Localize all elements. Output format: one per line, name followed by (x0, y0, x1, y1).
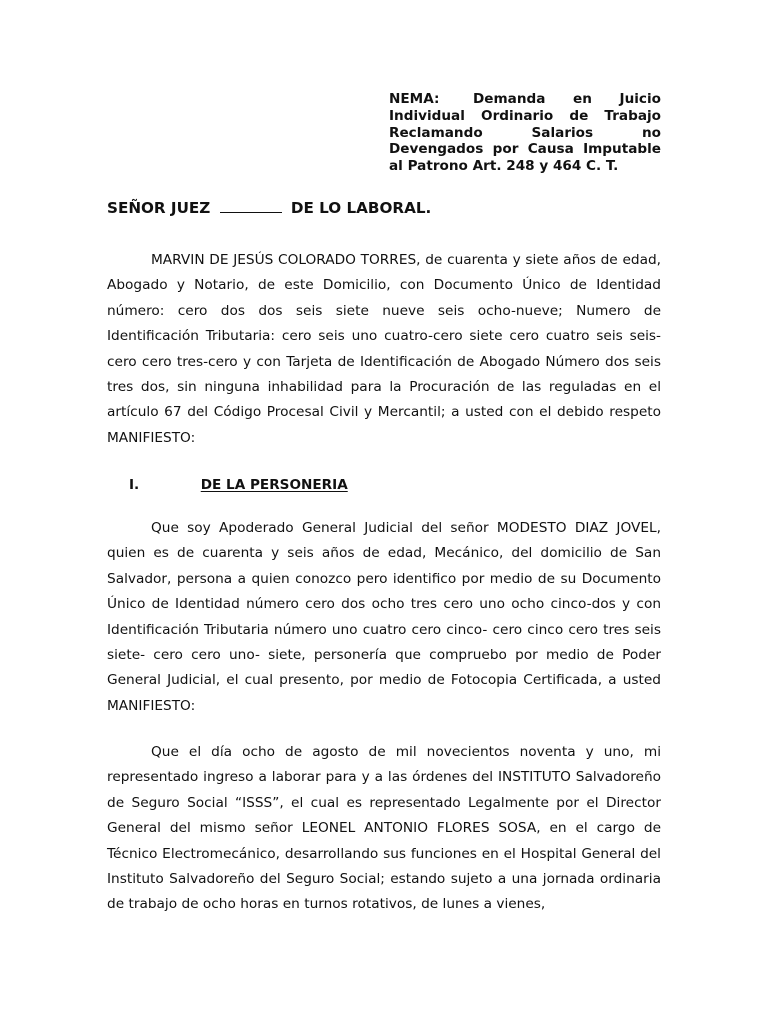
section-number: I. (129, 477, 140, 493)
addressee-blank-line (220, 198, 282, 213)
paragraph-facts: Que el día ocho de agosto de mil novecientos noventa y uno, mi representado ingreso a laborar para y a las órdenes del INSTITUTO Salvadoreño de Seguro Social “ISSS”, el cual es representado Legalmente por el Director General del mismo señor LEONEL ANTONIO FLORES SOSA, en el cargo de Técnico Electromecánico, desarrollando sus funciones en el Hospital General del Instituto Salvadoreño del Seguro Social; estando sujeto a una jornada ordinaria de trabajo de ocho horas en turnos rotativos, de lunes a vienes, (107, 744, 661, 913)
subject-label: NEMA: (389, 91, 440, 107)
paragraph-introduction: MARVIN DE JESÚS COLORADO TORRES, de cuarenta y siete años de edad, Abogado y Notario, de este Domicilio, con Documento Único de Identidad número: cero dos dos seis siete nueve seis ocho-nueve; Numero de Identificación Tributaria: cero seis uno cuatro-cero siete cero cuatro seis seis-cero cero tres-cero y con Tarjeta de Identificación de Abogado Número dos seis tres dos, sin ninguna inhabilidad para la Procuración de las reguladas en el artículo 67 del Código Procesal Civil y Mercantil; a usted con el debido respeto MANIFIESTO: (107, 252, 661, 446)
addressee-prefix: SEÑOR JUEZ (107, 199, 211, 217)
addressee-line (107, 198, 431, 218)
subject-text: Demanda en Juicio Individual Ordinario de Trabajo Reclamando Salarios no Devengados por Causa Imputable al Patrono Art. 248 y 464 C. T. (389, 91, 661, 175)
section-title: DE LA PERSONERIA (200, 477, 348, 493)
addressee-suffix: DE LO LABORAL. (290, 199, 432, 217)
paragraph-personeria: Que soy Apoderado General Judicial del señor MODESTO DIAZ JOVEL, quien es de cuarenta y seis años de edad, Mecánico, del domicilio de San Salvador, persona a quien conozco pero identifico por medio de su Documento Único de Identidad número cero dos ocho tres cero uno ocho cinco-dos y con Identificación Tributaria número uno cuatro cero cinco- cero cinco cero tres seis siete- cero cero uno- siete, personería que compruebo por medio de Poder General Judicial, el cual presento, por medio de Fotocopia Certificada, a usted MANIFIESTO: (107, 520, 661, 714)
section-heading (129, 475, 348, 495)
case-subject-block (389, 91, 661, 175)
